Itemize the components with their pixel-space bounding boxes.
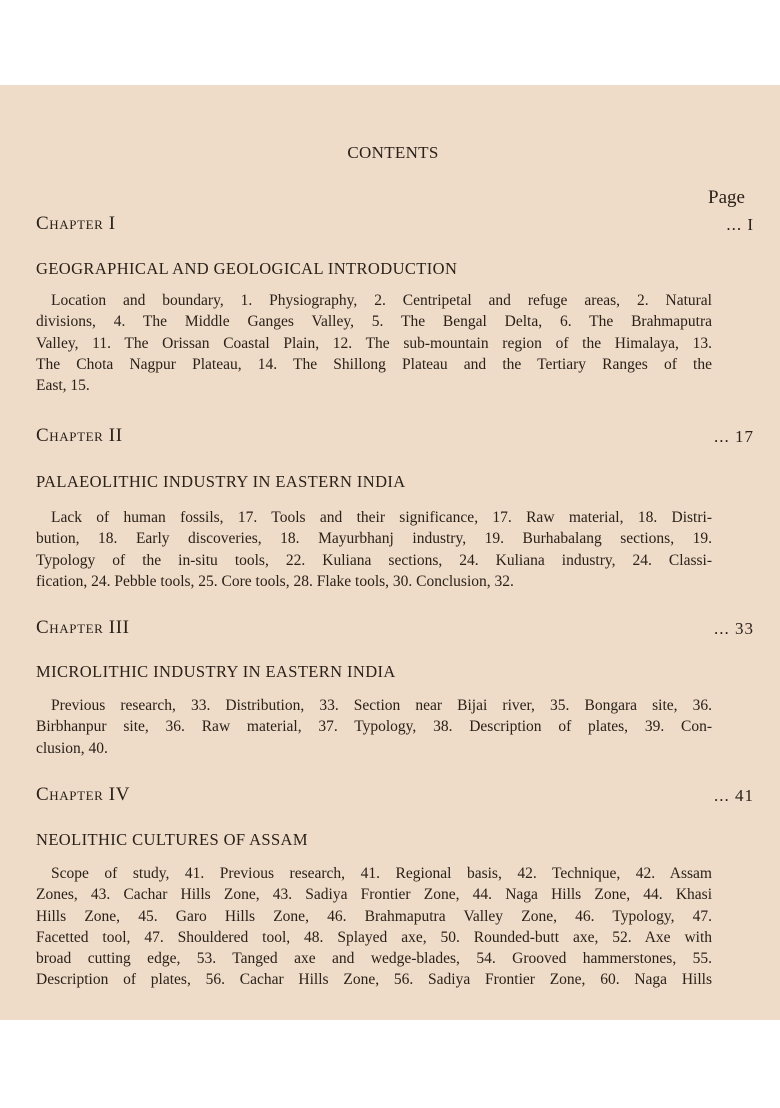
summary-line: Birbhanpur site, 36. Raw material, 37. Typology, 38. Description of plates, 39. Con- [36, 718, 712, 736]
chapter-label: Chapter I [36, 213, 116, 234]
chapter-page-number: ... 33 [714, 619, 754, 638]
chapter-page-number: ... I [726, 215, 754, 234]
chapter-label: Chapter II [36, 425, 123, 446]
chapter-summary [36, 507, 712, 592]
summary-line: Location and boundary, 1. Physiography, 2. Centripetal and refuge areas, 2. Natural [51, 292, 712, 309]
chapter-summary [36, 863, 712, 991]
summary-line: divisions, 4. The Middle Ganges Valley, 5. The Bengal Delta, 6. The Brahmaputra [36, 313, 712, 331]
chapter-title: PALAEOLITHIC INDUSTRY IN EASTERN INDIA [36, 472, 406, 491]
summary-line: Typology of the in-situ tools, 22. Kuliana sections, 24. Kuliana industry, 24. Classi- [36, 551, 712, 569]
chapter-page-number: ... 17 [714, 427, 754, 446]
chapter-label: Chapter IV [36, 784, 131, 805]
summary-line: Hills Zone, 45. Garo Hills Zone, 46. Brahmaputra Valley Zone, 46. Typology, 47. [36, 907, 712, 925]
summary-line: Previous research, 33. Distribution, 33. Section near Bijai river, 35. Bongara site, 36. [51, 697, 712, 714]
summary-line: Lack of human fossils, 17. Tools and their significance, 17. Raw material, 18. Distri- [51, 509, 712, 526]
summary-line: Facetted tool, 47. Shouldered tool, 48. Splayed axe, 50. Rounded-butt axe, 52. Axe with [36, 928, 712, 946]
summary-line: bution, 18. Early discoveries, 18. Mayurbhanj industry, 19. Burhabalang sections, 19. [36, 530, 712, 548]
chapter-title: GEOGRAPHICAL AND GEOLOGICAL INTRODUCTION [36, 259, 458, 278]
summary-line: East, 15. [36, 377, 90, 395]
summary-line: The Chota Nagpur Plateau, 14. The Shillong Plateau and the Tertiary Ranges of the [36, 355, 712, 373]
page-column-label: Page [708, 187, 745, 208]
chapter-page-number: ... 41 [714, 786, 754, 805]
summary-line: Description of plates, 56. Cachar Hills Zone, 56. Sadiya Frontier Zone, 60. Naga Hills [36, 971, 712, 989]
summary-line: Zones, 43. Cachar Hills Zone, 43. Sadiya Frontier Zone, 44. Naga Hills Zone, 44. Khasi [36, 886, 712, 904]
chapter-summary [36, 695, 712, 759]
summary-line: clusion, 40. [36, 739, 108, 757]
chapter-label: Chapter III [36, 617, 130, 638]
contents-heading: CONTENTS [347, 143, 439, 162]
summary-line: fication, 24. Pebble tools, 25. Core tools, 28. Flake tools, 30. Conclusion, 32. [36, 572, 514, 590]
summary-line: Scope of study, 41. Previous research, 41. Regional basis, 42. Technique, 42. Assam [51, 865, 712, 882]
chapter-title: NEOLITHIC CULTURES OF ASSAM [36, 830, 308, 849]
chapter-title: MICROLITHIC INDUSTRY IN EASTERN INDIA [36, 662, 396, 681]
chapter-summary [36, 290, 712, 396]
summary-line: broad cutting edge, 53. Tanged axe and wedge-blades, 54. Grooved hammerstones, 55. [36, 950, 712, 968]
summary-line: Valley, 11. The Orissan Coastal Plain, 12. The sub-mountain region of the Himalaya, 13. [36, 334, 712, 352]
